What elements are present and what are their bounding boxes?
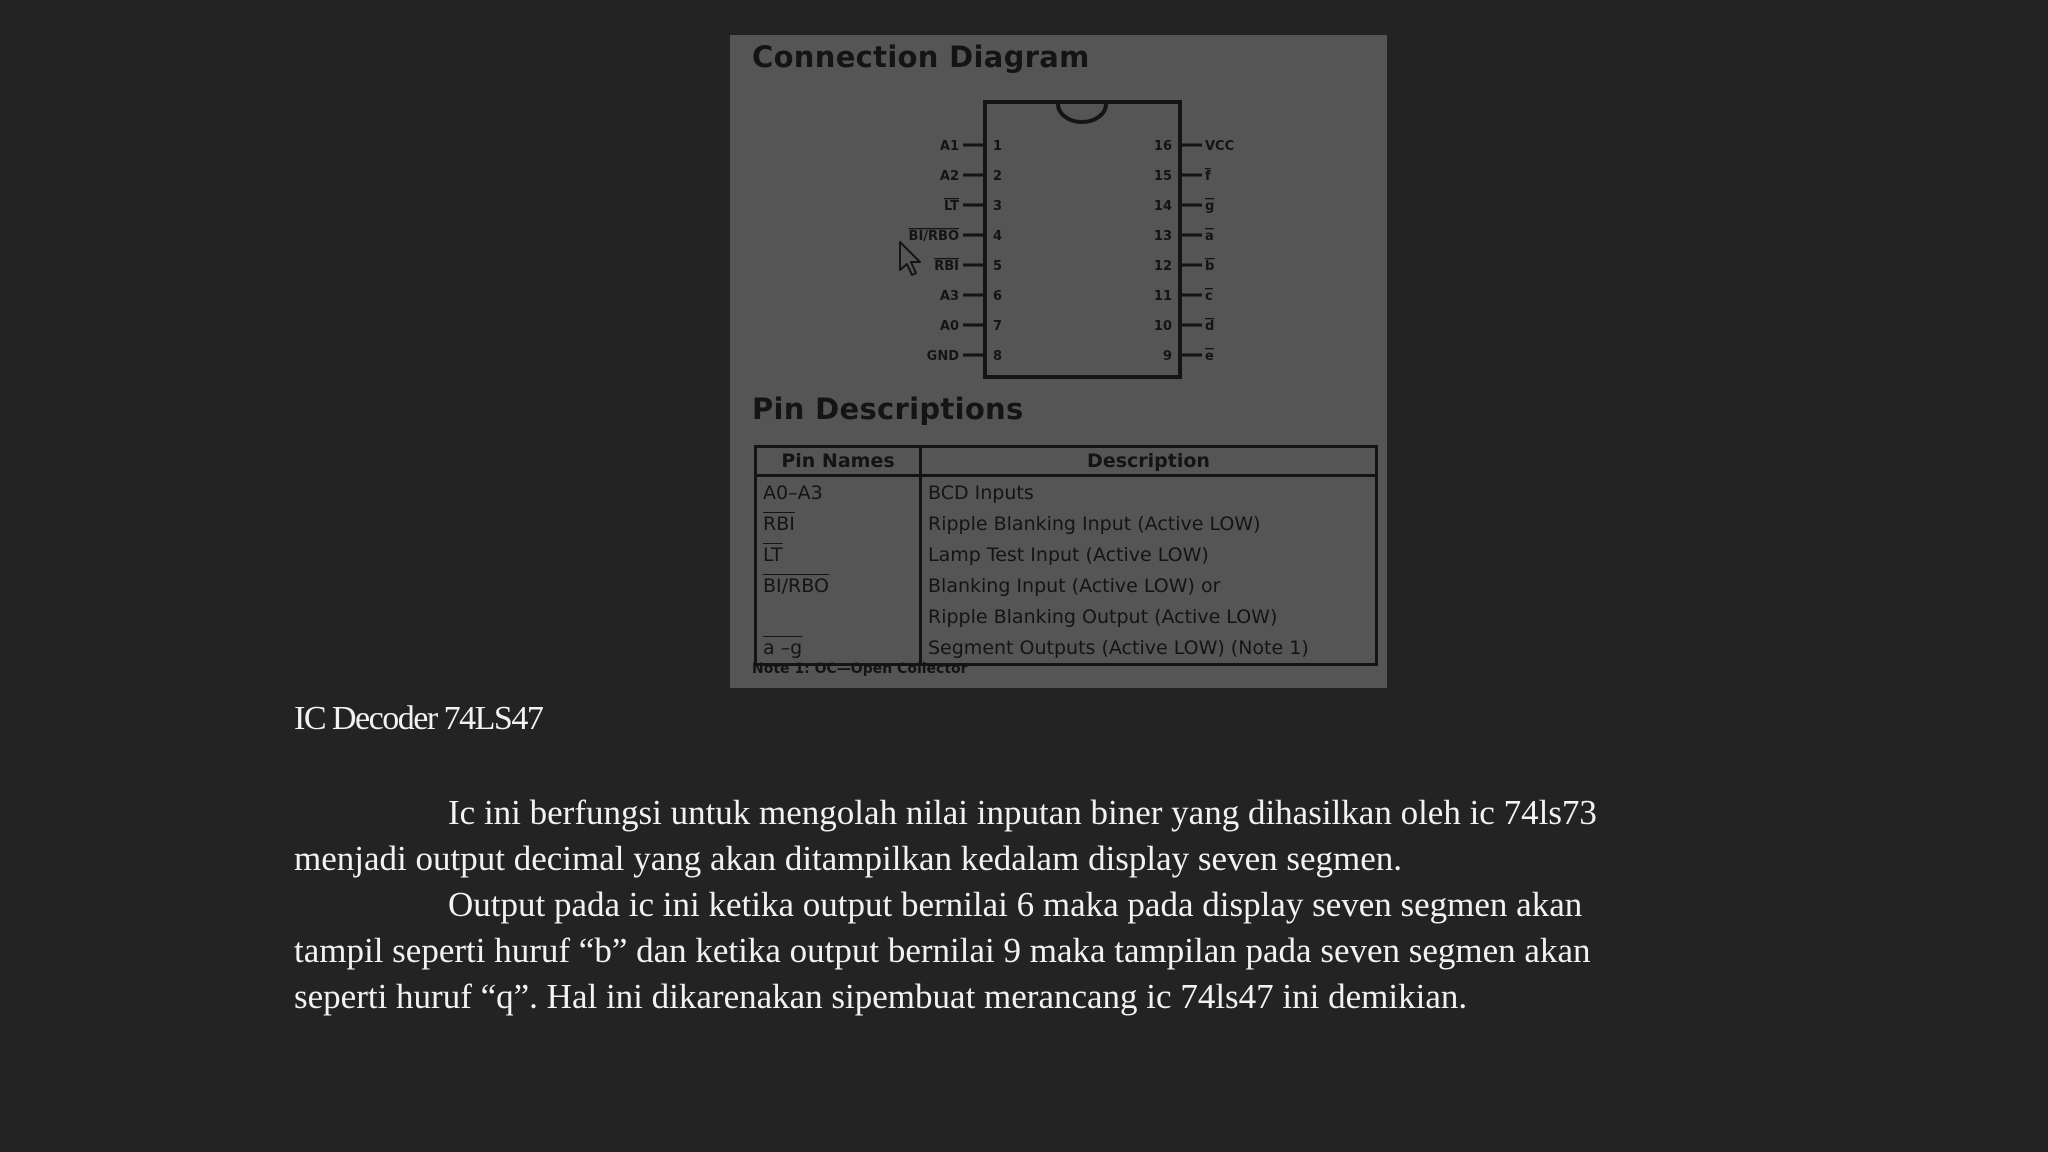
pin-number: 2 — [993, 169, 1003, 184]
pin-descriptions-title: Pin Descriptions — [752, 392, 1024, 426]
pin-number: 3 — [993, 199, 1003, 214]
pin-label: GND — [926, 349, 959, 364]
pin-label: LT — [944, 199, 959, 214]
pin-label: A3 — [939, 289, 959, 304]
pin-number: 15 — [1153, 169, 1172, 184]
pin-desc-cell: BCD Inputs — [921, 476, 1377, 509]
pin-names-header: Pin Names — [756, 447, 921, 476]
diagram-title: Connection Diagram — [752, 40, 1090, 74]
pin-number: 16 — [1153, 139, 1172, 154]
paragraph-2-line-2: tampil seperti huruf “b” dan ketika output bernilai 9 maka tampilan pada seven segmen akan — [294, 931, 1591, 970]
description-header: Description — [921, 447, 1377, 476]
pin-label: a — [1205, 229, 1214, 244]
paragraph-2-line-3: seperti huruf “q”. Hal ini dikarenakan sipembuat merancang ic 74ls47 ini demikian. — [294, 977, 1468, 1016]
pin-desc-cell: Ripple Blanking Output (Active LOW) — [921, 601, 1377, 632]
pin-desc-cell: Blanking Input (Active LOW) or — [921, 570, 1377, 601]
pin-number: 7 — [993, 319, 1003, 334]
pin-desc-cell: Lamp Test Input (Active LOW) — [921, 539, 1377, 570]
pin-label: A1 — [939, 139, 959, 154]
pin-label: b — [1205, 259, 1215, 274]
slide-caption: IC Decoder 74LS47 — [294, 700, 543, 737]
table-note: Note 1: OC—Open Collector — [752, 661, 968, 677]
pin-label: A2 — [939, 169, 959, 184]
ic-pinout-diagram — [730, 35, 1387, 395]
table-row — [756, 601, 1377, 632]
paragraph-1-line-1 — [294, 790, 1754, 836]
paragraph-text: Output pada ic ini ketika output bernilai 6 maka pada display seven segmen akan — [448, 885, 1583, 924]
pin-number: 9 — [1162, 349, 1172, 364]
pin-label: BI/RBO — [908, 229, 959, 244]
table-row — [756, 632, 1377, 665]
pin-number: 4 — [993, 229, 1003, 244]
pin-name-cell — [756, 601, 921, 632]
pin-number: 11 — [1153, 289, 1172, 304]
pin-label: f — [1205, 169, 1211, 184]
pin-number: 5 — [993, 259, 1003, 274]
pin-name-cell: a –g — [756, 632, 921, 665]
table-row — [756, 508, 1377, 539]
ic-notch — [1058, 104, 1106, 122]
connection-diagram-figure — [730, 35, 1387, 688]
pin-number: 14 — [1153, 199, 1172, 214]
pin-label: g — [1205, 199, 1215, 214]
pin-number: 10 — [1153, 319, 1172, 334]
pin-label: e — [1205, 349, 1214, 364]
pin-name-cell: $\overline{RBI}$ — [756, 508, 921, 539]
pin-number: 12 — [1153, 259, 1172, 274]
pin-name-cell: A0–A3 — [756, 476, 921, 509]
pin-number: 8 — [993, 349, 1003, 364]
mouse-pointer-icon — [898, 240, 922, 283]
paragraph-1-line-2: menjadi output decimal yang akan ditampilkan kedalam display seven segmen. — [294, 839, 1403, 878]
pin-label: A0 — [939, 319, 959, 334]
pin-number: 13 — [1153, 229, 1172, 244]
pin-label: RBI — [934, 259, 959, 274]
pin-desc-cell: Ripple Blanking Input (Active LOW) — [921, 508, 1377, 539]
table-row — [756, 539, 1377, 570]
pin-name-cell: BI/RBO — [756, 570, 921, 601]
pin-descriptions-table — [754, 445, 1378, 666]
pin-label: c — [1205, 289, 1213, 304]
table-row — [756, 476, 1377, 509]
pin-name-cell: $\overline{LT}$ — [756, 539, 921, 570]
pin-desc-cell: Segment Outputs (Active LOW) (Note 1) — [921, 632, 1377, 665]
table-row — [756, 570, 1377, 601]
pin-label: VCC — [1205, 139, 1235, 154]
paragraph-2-line-1 — [294, 882, 1754, 928]
pin-label: d — [1205, 319, 1215, 334]
ic-body — [985, 102, 1180, 377]
paragraph-text: Ic ini berfungsi untuk mengolah nilai inputan biner yang dihasilkan oleh ic 74ls73 — [448, 793, 1597, 832]
pin-number: 6 — [993, 289, 1003, 304]
pin-number: 1 — [993, 139, 1003, 154]
